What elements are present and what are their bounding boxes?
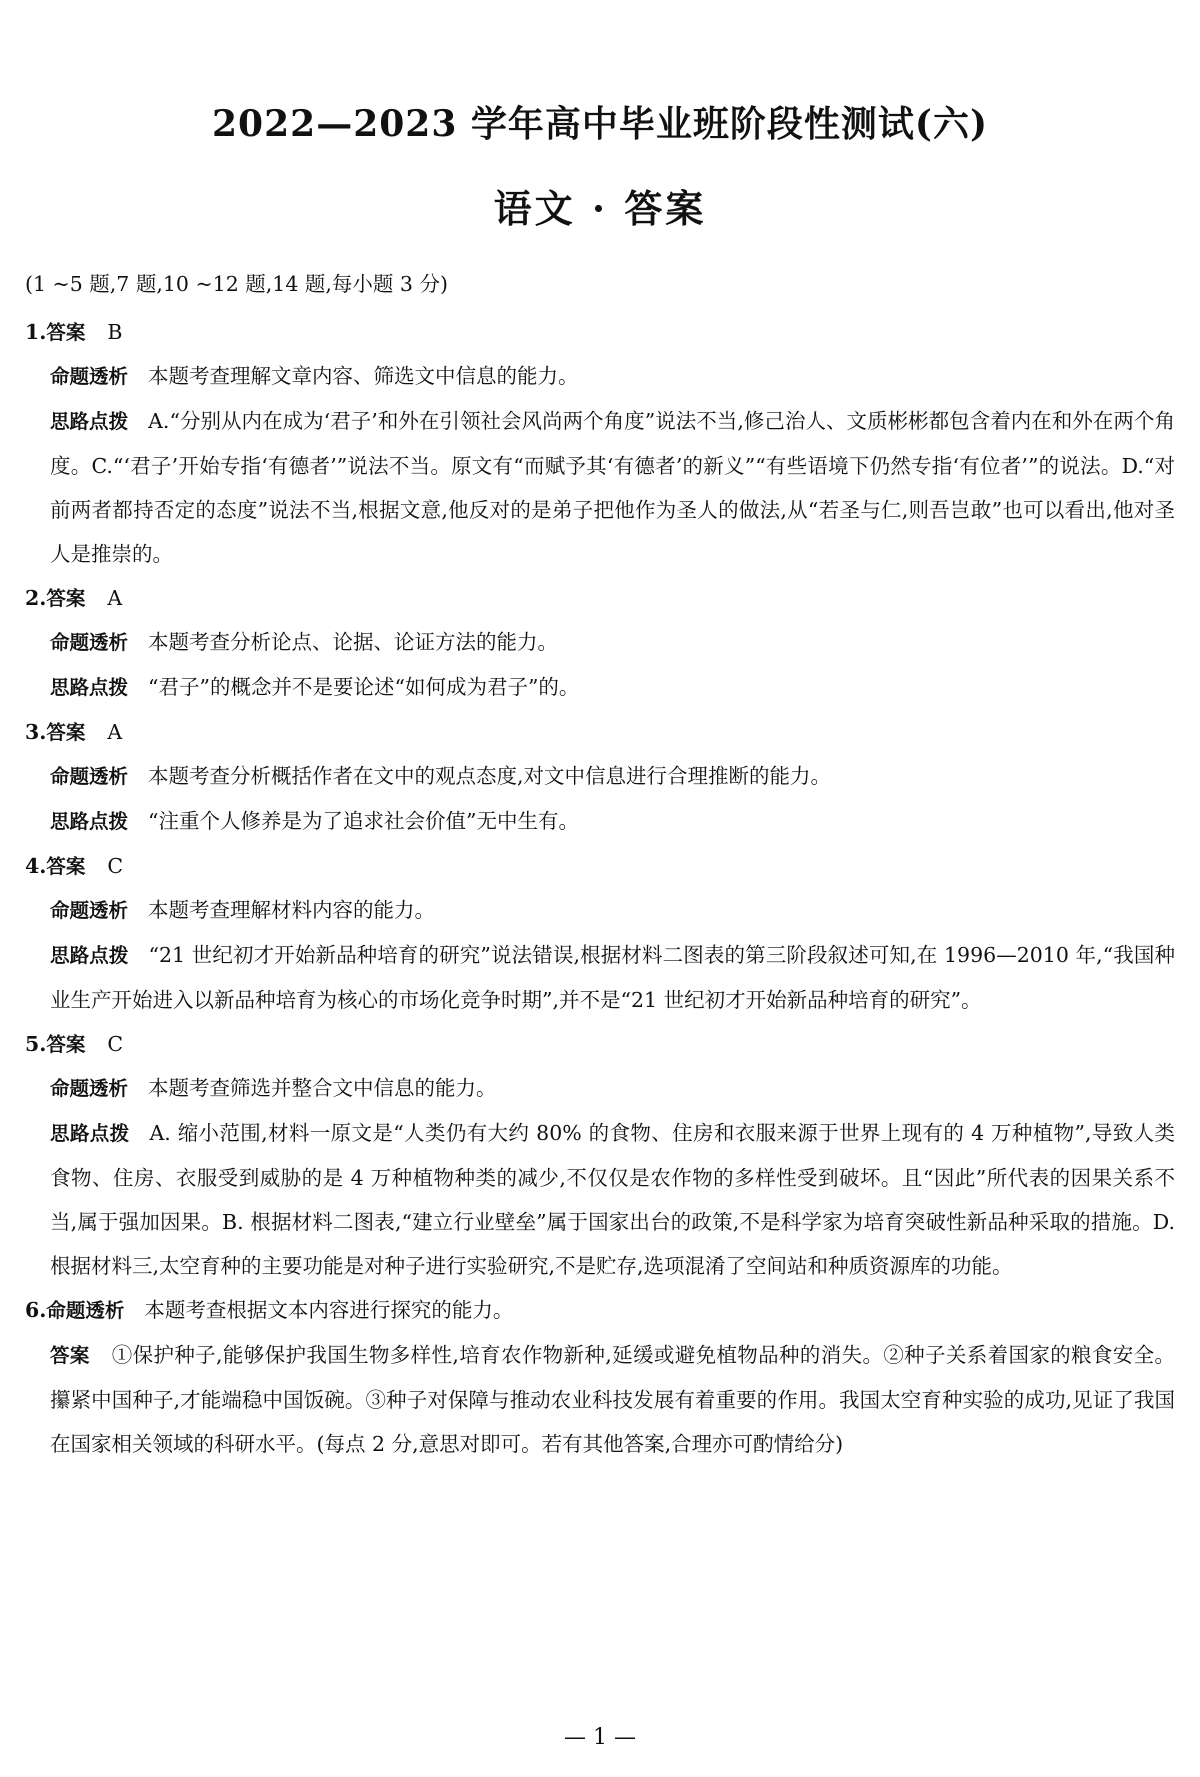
answer-label: 答案 <box>46 1033 86 1056</box>
answer-label: 答案 <box>46 721 86 744</box>
hint-block <box>50 399 1175 576</box>
answer-line <box>25 576 1175 620</box>
analysis-line <box>25 1288 1175 1333</box>
answer-label: 答案 <box>46 587 86 610</box>
answer-label: 答案 <box>46 321 86 344</box>
hint-label: 思路点拨 <box>50 1122 130 1145</box>
page-number: — 1 — <box>564 1725 636 1750</box>
analysis-text: 本题考查筛选并整合文中信息的能力。 <box>148 1076 497 1100</box>
answer-block <box>50 1333 1175 1466</box>
hint-block <box>50 799 1175 844</box>
answer-line <box>25 1022 1175 1066</box>
analysis-label: 命题透析 <box>50 765 129 788</box>
scoring-note: (1 ~5 题,7 题,10 ~12 题,14 题,每小题 3 分) <box>25 272 448 296</box>
analysis-text: 本题考查根据文本内容进行探究的能力。 <box>144 1298 514 1322</box>
answer-label: 答案 <box>50 1344 90 1367</box>
hint-label: 思路点拨 <box>50 410 129 433</box>
answer-value: C <box>107 1032 124 1056</box>
analysis-block <box>50 1066 1175 1111</box>
question-number: 3. <box>25 720 47 744</box>
hint-label: 思路点拨 <box>50 810 129 833</box>
analysis-label: 命题透析 <box>50 365 129 388</box>
hint-block <box>50 665 1175 710</box>
answer-text: ①保护种子,能够保护我国生物多样性,培育农作物新种,延缓或避免植物品种的消失。②种子关系着国家的粮食安全。攥紧中国种子,才能端稳中国饭碗。③种子对保障与推动农业科技发展有着重要的作用。我国太空育种实验的成功,见证了我国在国家相关领域的科研水平。(每点 2 分,意思对即可。若有其他答案,合理亦可酌情给分) <box>50 1343 1175 1456</box>
question-2 <box>25 576 1175 710</box>
question-5 <box>25 1022 1175 1288</box>
analysis-block <box>50 354 1175 399</box>
answer-line <box>25 710 1175 754</box>
analysis-text: 本题考查理解文章内容、筛选文中信息的能力。 <box>148 364 579 388</box>
answer-value: A <box>107 720 123 744</box>
hint-text: “21 世纪初才开始新品种培育的研究”说法错误,根据材料二图表的第三阶段叙述可知,在 1996—2010 年,“我国种业生产开始进入以新品种培育为核心的市场化竞争时期”,并不是“21 世纪初才开始新品种培育的研究”。 <box>50 943 1175 1012</box>
question-3 <box>25 710 1175 844</box>
hint-label: 思路点拨 <box>50 944 129 967</box>
answer-line <box>25 844 1175 888</box>
analysis-block <box>50 754 1175 799</box>
analysis-label: 命题透析 <box>50 1077 129 1100</box>
analysis-text: 本题考查分析论点、论据、论证方法的能力。 <box>148 630 559 654</box>
answer-label: 答案 <box>46 855 86 878</box>
analysis-block <box>50 888 1175 933</box>
answer-value: A <box>107 586 123 610</box>
answer-line <box>25 310 1175 354</box>
question-number: 4. <box>25 854 47 878</box>
hint-label: 思路点拨 <box>50 676 129 699</box>
analysis-label: 命题透析 <box>46 1299 125 1322</box>
question-4 <box>25 844 1175 1022</box>
hint-text: A. 缩小范围,材料一原文是“人类仍有大约 80% 的食物、住房和衣服来源于世界上现有的 4 万种植物”,导致人类食物、住房、衣服受到威胁的是 4 万种植物种类的减少,不仅仅是农作物的多样性受到破坏。且“因此”所代表的因果关系不当,属于强加因果。B. 根据材料二图表,“建立行业壁垒”属于国家出台的政策,不是科学家为培育突破性新品种采取的措施。D. 根据材料三,太空育种的主要功能是对种子进行实验研究,不是贮存,选项混淆了空间站和种质资源库的功能。 <box>50 1121 1175 1278</box>
hint-block <box>50 933 1175 1022</box>
question-6 <box>25 1288 1175 1466</box>
analysis-text: 本题考查分析概括作者在文中的观点态度,对文中信息进行合理推断的能力。 <box>148 764 832 788</box>
hint-text: A.“分别从内在成为‘君子’和外在引领社会风尚两个角度”说法不当,修己治人、文质彬彬都包含着内在和外在两个角度。C.“‘君子’开始专指‘有德者’”说法不当。原文有“而赋予其‘有德者’的新义”“有些语境下仍然专指‘有位者’”的说法。D.“对前两者都持否定的态度”说法不当,根据文意,他反对的是弟子把他作为圣人的做法,从“若圣与仁,则吾岂敢”也可以看出,他对圣人是推崇的。 <box>50 409 1175 566</box>
question-number: 2. <box>25 586 47 610</box>
question-number: 1. <box>25 320 47 344</box>
analysis-block <box>50 620 1175 665</box>
analysis-label: 命题透析 <box>50 631 129 654</box>
page-title: 2022—2023 学年高中毕业班阶段性测试(六) <box>212 103 988 145</box>
hint-block <box>50 1111 1175 1288</box>
hint-text: “注重个人修养是为了追求社会价值”无中生有。 <box>148 809 579 833</box>
hint-text: “君子”的概念并不是要论述“如何成为君子”的。 <box>148 675 580 699</box>
page-subtitle: 语文 · 答案 <box>493 186 707 231</box>
analysis-text: 本题考查理解材料内容的能力。 <box>148 898 436 922</box>
question-number: 5. <box>25 1032 47 1056</box>
question-number: 6. <box>25 1298 47 1322</box>
analysis-label: 命题透析 <box>50 899 129 922</box>
question-1 <box>25 310 1175 576</box>
answer-value: B <box>107 320 123 344</box>
answer-content <box>25 270 1175 1466</box>
answer-value: C <box>107 854 124 878</box>
